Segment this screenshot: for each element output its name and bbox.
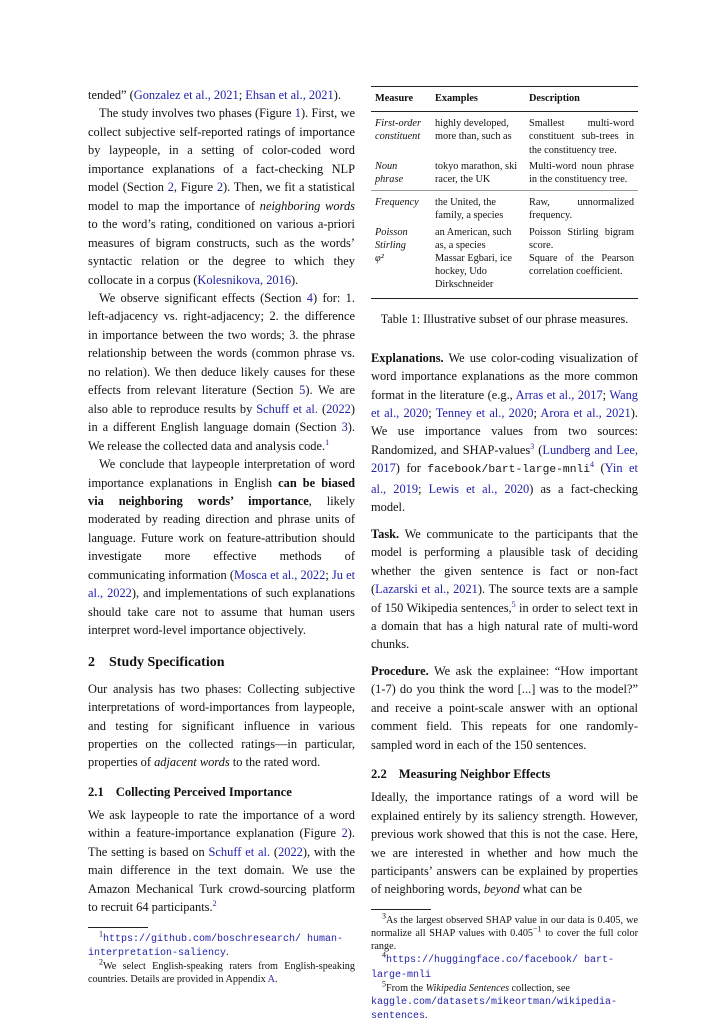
left-column — [88, 86, 356, 986]
paragraph-task — [371, 525, 638, 654]
measure-cell: First-order constituent — [375, 118, 421, 143]
bold-run-in: can be biased via neighboring words’ importance — [88, 475, 355, 508]
footnote-mark: 2 — [99, 957, 103, 967]
text: From the — [386, 982, 426, 994]
paragraph-neighbor-effects — [371, 788, 638, 899]
model-name: facebook/bart-large-mnli — [427, 464, 591, 477]
footnote-ref[interactable]: 1 — [325, 437, 330, 447]
examples-cell: an American, such as, a species — [435, 226, 512, 251]
text: ). Then, we fit a statistical model to map the importance of — [88, 180, 355, 213]
text: ). — [333, 88, 341, 102]
bold-run-in: Procedure. — [371, 663, 429, 678]
footnote-mark: 4 — [382, 951, 386, 961]
footnote-mark: 5 — [382, 979, 386, 989]
text: We conclude that laypeople interpretation of word importance explanations in English — [88, 457, 355, 490]
text: We observe significant effects (Section — [99, 290, 307, 305]
citation-link[interactable]: Schuff et al. — [208, 844, 271, 859]
citation-link[interactable]: 5 — [299, 383, 306, 398]
footnote-rule — [371, 909, 431, 910]
citation-link[interactable]: Mosca et al., 2022 — [233, 567, 326, 582]
text: , likely moderated by reading direction and phrase units of language. Future work on feature-attribution should investigate more effective methods of communicating information ( — [88, 493, 355, 582]
url-link[interactable]: https://huggingface.co/facebook/ bart-large-mnli — [371, 955, 615, 981]
description-cell: Raw, unnormalized frequency. — [529, 197, 634, 222]
text: As the largest observed SHAP value in our data is 0.405, we normalize all SHAP values with 0.405 — [371, 914, 638, 940]
citation-link[interactable]: A — [267, 974, 276, 986]
text: what can be — [519, 882, 582, 897]
text: We communicate to the participants that the model is performing a plausible task of deciding whether the given sentence is fact or non-fact ( — [371, 526, 638, 597]
text: ; — [602, 387, 610, 402]
citation-link[interactable]: 2 — [167, 180, 174, 195]
text: ). First, we collect subjective self-reported ratings of importance by laypeople, in a setting of color-coded word importance explanations of a fact-checking NLP model (Section — [88, 106, 355, 195]
text: We use color-coding visualization of word importance explanations as the more common format in the literature (e.g., — [371, 350, 638, 402]
table-row — [371, 191, 638, 223]
footnote-4 — [371, 953, 638, 981]
citation-link[interactable]: Lazarski et al., 2021 — [375, 582, 478, 597]
citation-link[interactable]: Ju et al., 2022 — [88, 567, 356, 601]
footnote-ref[interactable]: 3 — [530, 441, 535, 451]
paragraph-explanations — [371, 349, 638, 517]
examples-cell: the United, the family, a species — [435, 197, 504, 222]
text: ). The source texts are a sample of 150 Wikipedia sentences, — [371, 582, 638, 615]
text: We select English-speaking raters from English-speaking countries. Details are provided in Appendix — [88, 960, 355, 986]
text: to the rated word. — [229, 755, 321, 770]
measure-cell: φ² — [375, 253, 384, 265]
citation-link[interactable]: Tenney et al., 2020 — [435, 406, 534, 420]
footnote-mark: 3 — [382, 911, 386, 921]
text: We ask the explainee: “How important (1-7) do you think the word [...] was to the model?” and receive a point-scale answer with an optional comment field. This repeats for one randomly-sampled word in each of the 150 sentences. — [371, 663, 638, 752]
subsection-heading-neighbor-effects — [371, 766, 638, 783]
text: , Figure — [173, 180, 217, 195]
footnote-3 — [371, 911, 639, 954]
text: ( — [317, 401, 327, 416]
citation-link[interactable]: 1 — [294, 106, 301, 121]
text: ( — [594, 461, 605, 476]
text: ). We are also able to reproduce results by — [88, 383, 355, 416]
description-cell: Square of the Pearson correlation coefficient. — [529, 253, 634, 278]
paragraph-conclusion — [88, 455, 355, 640]
table-row — [371, 223, 638, 252]
url-link[interactable]: https://github.com/boschresearch/ human-interpretation-saliency — [88, 933, 344, 959]
paragraph-study-phases — [88, 104, 355, 289]
right-column — [371, 86, 639, 1023]
measure-cell: Frequency — [375, 197, 419, 209]
subsection-title: Measuring Neighbor Effects — [398, 767, 551, 782]
table-row — [371, 157, 638, 191]
paragraph-effects — [88, 289, 355, 455]
measure-cell: Noun phrase — [375, 160, 404, 186]
text: ). — [291, 272, 299, 287]
subsection-number: 2.1 — [88, 784, 104, 799]
citation-link[interactable]: Arora et al., 2021 — [540, 406, 631, 420]
description-cell: Poisson Stirling bigram score. — [529, 226, 634, 251]
citation-link[interactable]: Lewis et al., 2020 — [428, 481, 530, 496]
description-cell: Multi-word noun phrase in the constituency tree. — [529, 160, 634, 186]
text: ). We release the collected data and analysis code. — [88, 420, 355, 453]
text: ( — [534, 442, 543, 457]
text: collection, see — [509, 982, 570, 994]
footnote-rule — [88, 927, 148, 928]
url-link[interactable]: kaggle.com/datasets/mikeortman/wikipedia-sentences — [371, 997, 618, 1023]
emphasis: neighboring words — [259, 198, 355, 213]
citation-link[interactable]: 2022 — [278, 844, 303, 859]
text: ), with the main difference in the text domain. We use the Amazon Mechanical Turk crowd-sourcing platform to recruit 64 participants. — [88, 844, 355, 915]
text: ), and implementations of such explanations should take care not to assume that human users interpret word-level importance objectively. — [88, 586, 355, 638]
citation-link[interactable]: Lundberg and Lee, 2017 — [371, 442, 638, 476]
footnote-5 — [371, 979, 638, 1024]
footnotes-right — [371, 899, 638, 1024]
text: . — [425, 1010, 428, 1022]
footnote-2 — [88, 957, 355, 986]
footnote-ref[interactable]: 2 — [212, 899, 217, 908]
subsection-heading-collecting — [88, 784, 355, 801]
section-heading-study-specification — [88, 654, 355, 672]
paragraph-procedure — [371, 662, 638, 754]
subsection-title: Collecting Perceived Importance — [115, 784, 292, 799]
citation-link[interactable]: 4 — [306, 290, 313, 305]
emphasis: Wikipedia Sentences — [425, 982, 510, 994]
text: ; — [238, 88, 246, 102]
text: to cover the full color range. — [371, 928, 639, 953]
examples-cell: highly developed, more than, such as — [435, 118, 512, 143]
paragraph-rating-task — [88, 806, 355, 917]
text: ; — [325, 567, 332, 582]
text: We ask laypeople to rate the importance of a word within a feature-importance explanation (Figure — [88, 807, 355, 841]
table-row — [371, 112, 638, 157]
footnote-1 — [88, 929, 355, 960]
phrase-measures-table — [371, 86, 638, 299]
citation-link[interactable]: Yin et al., 2019 — [371, 461, 638, 496]
footnote-mark: −1 — [533, 924, 542, 934]
section-title: Study Specification — [109, 654, 225, 670]
text: ; — [418, 481, 429, 496]
paragraph-analysis-phases — [88, 680, 355, 772]
text: The study involves two phases (Figure — [99, 106, 295, 121]
column-header: Examples — [435, 93, 478, 104]
citation-link[interactable]: Ehsan et al., 2021 — [245, 88, 334, 102]
citation-link[interactable]: 2022 — [326, 401, 351, 416]
subsection-number: 2.2 — [371, 767, 387, 782]
citation-link[interactable]: Wang et al., 2020 — [371, 387, 638, 420]
table-caption: Table 1: Illustrative subset of our phrase measures. — [380, 311, 629, 326]
text: to the word’s rating, conditioned on various a-priori measures of bigram constructs, such as the words’ syntactic relation or the degree to which they collocate in a corpus ( — [88, 217, 355, 287]
text: ; — [428, 406, 436, 420]
text: Ideally, the importance ratings of a word will be explained entirely by its saliency strength. However, previous work showed that this is not the case. Here, we are interested in whether and how much the participants’ answers can be explained by properties of neighboring words, — [371, 790, 638, 897]
column-header: Description — [529, 93, 580, 104]
text: ). The setting is based on — [88, 826, 355, 859]
examples-cell: Massar Egbari, ice hockey, Udo Dirkschneider — [435, 253, 512, 291]
text: ) in a different English language domain (Section — [88, 401, 355, 435]
table-row — [371, 252, 638, 298]
emphasis: beyond — [483, 882, 520, 897]
citation-link[interactable]: 3 — [341, 420, 348, 435]
measure-cell: Poisson Stirling — [375, 226, 408, 251]
text: . — [275, 974, 278, 986]
footnotes-left — [88, 917, 355, 987]
text: ; — [533, 406, 541, 420]
citation-link[interactable]: Kolesnikova, 2016 — [197, 272, 292, 287]
citation-link[interactable]: 2 — [341, 826, 348, 841]
text: Our analysis has two phases: Collecting subjective interpretations of word-importances from laypeople, and testing for significant influence in various properties on the collected ratings—in particular, properties of — [88, 681, 355, 770]
description-cell: Smallest multi-word constituent sub-trees in the constituency tree. — [529, 118, 634, 156]
column-header: Measure — [375, 93, 414, 104]
citation-link[interactable]: Arras et al., 2017 — [515, 387, 603, 402]
footnote-mark: 1 — [99, 929, 103, 939]
footnote-ref[interactable]: 4 — [590, 460, 595, 470]
emphasis: adjacent words — [154, 755, 230, 770]
footnote-ref[interactable]: 5 — [511, 599, 516, 609]
section-number: 2 — [88, 654, 95, 670]
citation-link[interactable]: 2 — [216, 180, 224, 195]
bold-run-in: Task. — [371, 526, 400, 541]
text: in order to select text in a domain that has a high natural rate of multi-word chunks. — [371, 600, 638, 652]
paragraph-intro-end — [88, 86, 355, 104]
text: ) for — [395, 461, 428, 476]
text: . — [226, 946, 229, 958]
examples-cell: tokyo marathon, ski racer, the UK — [435, 160, 518, 186]
text: ) as a fact-checking model. — [371, 481, 638, 515]
text: ( — [270, 844, 279, 859]
citation-link[interactable]: Gonzalez et al., 2021 — [133, 88, 239, 102]
bold-run-in: Explanations. — [371, 350, 444, 365]
text: ). We use importance values from two sources: Randomized, and SHAP-values — [371, 406, 638, 457]
text: ) for: 1. left-adjacency vs. right-adjacency; 2. the difference in importance between the two words; 3. the phrase relationship between the words (common phrase vs. no relation). We then deduce likely causes for these effects from relevant literature (Section — [88, 290, 355, 398]
text: tended” ( — [88, 88, 134, 102]
citation-link[interactable]: Schuff et al. — [256, 401, 318, 416]
